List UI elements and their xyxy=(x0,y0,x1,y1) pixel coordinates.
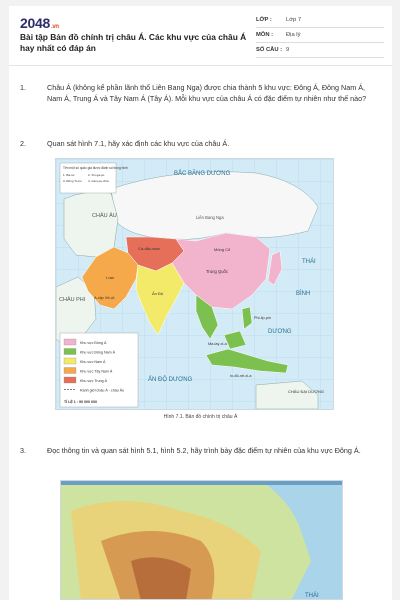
number-legend-item: 3. Đông Ti-mo xyxy=(63,179,82,183)
label-pacific-3: DƯƠNG xyxy=(268,329,292,335)
legend-label: Khu vực Đông Á xyxy=(80,341,107,345)
label-indian-ocean: ẤN ĐỘ DƯƠNG xyxy=(148,377,193,383)
question-number: 2. xyxy=(20,139,26,148)
label-philippines: Phi-lip-pin xyxy=(254,316,271,320)
legend-label: Ranh giới châu Á - châu Âu xyxy=(80,388,125,393)
label-india: Ấn Độ xyxy=(152,291,164,296)
legend-swatch xyxy=(64,368,76,374)
document-title: Bài tập Bản đồ chính trị châu Á. Các khu vực của châu Á hay nhất có đáp án xyxy=(20,32,247,53)
legend-swatch xyxy=(64,377,76,383)
label-arctic-ocean: BẮC BĂNG DƯƠNG xyxy=(174,171,231,177)
label-saudi-arabia: A-rập Xê-út xyxy=(94,295,115,300)
question-1 xyxy=(20,82,380,104)
label-mongolia: Mông Cổ xyxy=(214,247,231,252)
figure-caption: Hình 7.1. Bản đồ chính trị châu Á xyxy=(163,414,238,420)
meta-info xyxy=(256,13,384,58)
political-map-asia xyxy=(55,158,334,410)
map-scale: TỈ LỆ 1 : 90 000 000 xyxy=(64,400,97,404)
question-number: 3. xyxy=(20,446,26,455)
physical-map-east-asia xyxy=(60,480,343,600)
label-malaysia: Ma-lay-xi-a xyxy=(208,342,227,346)
question-3 xyxy=(20,445,380,456)
legend-label: Khu vực Trung Á xyxy=(80,379,107,383)
question-2 xyxy=(20,138,380,149)
meta-value: 9 xyxy=(286,47,290,53)
legend-label: Khu vực Tây Nam Á xyxy=(80,369,113,374)
number-legend-item: 1. Ba-roi xyxy=(63,173,75,177)
question-text: Quan sát hình 7.1, hãy xác định các khu vực của châu Á. xyxy=(47,139,230,148)
europe-area xyxy=(64,192,118,257)
label-indonesia: In-đô-nê-xi-a xyxy=(230,374,252,378)
label-pacific-2: BÌNH xyxy=(296,291,311,297)
physical-map-svg xyxy=(61,481,343,600)
logo-text: 2048 xyxy=(20,15,50,31)
question-text: Châu Á (không kể phần lãnh thổ Liên Bang Nga) được chia thành 5 khu vực: Đông Á, Đông Nam Á, Nam Á, Trung Á và Tây Nam Á (Tây Á). Mỗi khu vực của châu Á có đặc điểm tự nhiên như thế nào? xyxy=(47,83,367,103)
russia-area xyxy=(111,172,318,240)
meta-value: Lớp 7 xyxy=(286,17,302,23)
label-kazakhstan: Ca-dắc-xtan xyxy=(138,246,160,251)
legend-swatch xyxy=(64,339,76,345)
label-africa: CHÂU PHI xyxy=(59,297,86,303)
legend-label: Khu vực Đông Nam Á xyxy=(80,350,115,355)
document-page xyxy=(9,6,392,600)
label-russia: Liên Bang Nga xyxy=(196,215,224,220)
meta-value: Địa lý xyxy=(286,32,301,38)
site-logo[interactable] xyxy=(20,15,59,31)
meta-key: SỐ CÂU : xyxy=(256,47,283,53)
label-iran: I-ran xyxy=(106,275,115,280)
label-oceania: CHÂU ĐẠI DƯƠNG xyxy=(288,389,324,394)
top-edge xyxy=(61,481,343,485)
meta-row-subject xyxy=(256,28,384,43)
label-pacific: THÁI xyxy=(305,593,319,599)
meta-key: MÔN : xyxy=(256,32,274,38)
legend-label: Khu vực Nam Á xyxy=(80,360,106,364)
map-svg xyxy=(56,159,333,409)
number-legend-item: 4. Cam-pu-chia xyxy=(88,179,109,183)
question-number: 1. xyxy=(20,83,26,92)
meta-row-class xyxy=(256,13,384,28)
number-legend-item: 2. Xin-ga-po xyxy=(88,173,105,177)
logo-suffix: .vn xyxy=(50,24,59,30)
question-text: Đọc thông tin và quan sát hình 5.1, hình 5.2, hãy trình bày đặc điểm tự nhiên của khu vực Đông Á. xyxy=(47,446,361,455)
meta-key: LỚP : xyxy=(256,17,272,23)
label-europe: CHÂU ÂU xyxy=(92,213,117,219)
legend-swatch xyxy=(64,349,76,355)
number-legend-title: Tên một số quốc gia được đánh số trong hình xyxy=(63,166,128,170)
label-pacific-1: THÁI xyxy=(302,259,316,265)
label-china: Trung Quốc xyxy=(206,269,228,274)
document-header xyxy=(9,6,392,66)
legend-swatch xyxy=(64,358,76,364)
meta-row-count xyxy=(256,43,384,58)
